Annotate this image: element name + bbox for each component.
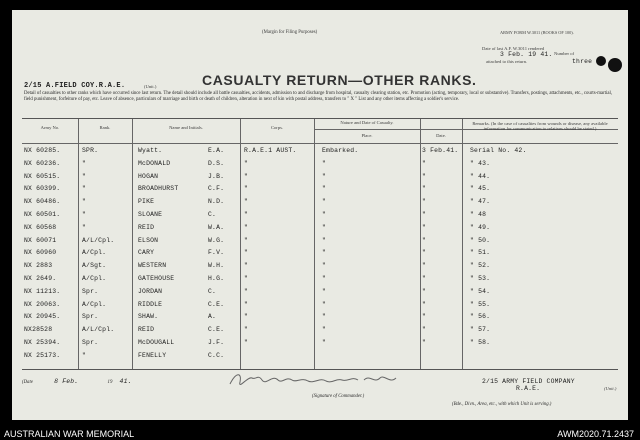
cell-corps: " xyxy=(244,275,249,282)
cell-init: J.F. xyxy=(208,339,225,346)
table-row xyxy=(22,350,618,363)
cell-init: C. xyxy=(208,287,217,295)
cell-nature: Embarked. xyxy=(322,147,359,154)
cell-remarks: Serial No. 42. xyxy=(470,147,527,154)
cell-init: N.D. xyxy=(208,198,225,206)
cell-corps: " xyxy=(244,185,249,193)
cell-name: CARY xyxy=(138,249,155,257)
table-row xyxy=(22,158,618,171)
cell-name: PIKE xyxy=(138,198,155,206)
unit-stamp xyxy=(482,378,617,392)
col-remarks: Remarks. (In the case of casualties from wounds or disease, any available information for communication to relatives should be stated.) xyxy=(472,121,608,132)
col-rank: Rank. xyxy=(99,125,111,130)
cell-rank: A/L/Cpl. xyxy=(82,236,115,244)
cell-remarks: " 54. xyxy=(470,287,491,295)
cell-rank: " xyxy=(82,159,87,167)
cell-init: C.E. xyxy=(208,326,225,334)
cell-nature: " xyxy=(322,275,327,282)
cell-nature: " xyxy=(322,300,327,308)
cell-remarks: " 50. xyxy=(470,236,491,244)
cell-date: " xyxy=(422,211,427,218)
caption-left: AUSTRALIAN WAR MEMORIAL xyxy=(4,429,135,439)
cell-rank: Spr. xyxy=(82,287,99,295)
cell-corps: " xyxy=(244,326,249,334)
year-prefix: 19 xyxy=(107,380,113,385)
col-place: Place. xyxy=(361,133,373,138)
cell-name: SHAW. xyxy=(138,313,159,321)
cell-army-no: NX 25173. xyxy=(24,351,61,359)
col-army-no: Army No. xyxy=(40,125,60,130)
unit-label: (Unit.) xyxy=(604,386,617,391)
cell-rank: A/Cpl. xyxy=(82,249,107,257)
table-row xyxy=(22,260,618,273)
cell-nature: " xyxy=(322,211,327,218)
instructions: Detail of casualties to other ranks which have occurred since last return. The detail should include all battle casualties, accidents, admission to and discharge from hospital, casualty clearing station, etc. Promotion (acting, temporary, local or substantive). Transfers, postings, attachments, etc., courts-martial, field punishment, forfeiture of pay, etc. Leave of absence, particulars of marriage and birth or death of children, alteration in next of kin with postal address, transfers to " X " List and any other items affecting a soldier's service. xyxy=(24,91,612,102)
cell-name: McDOUGALL xyxy=(138,339,175,346)
cell-name: GATEHOUSE xyxy=(138,275,175,282)
cell-corps: " xyxy=(244,249,249,257)
cell-init: C.F. xyxy=(208,185,225,193)
margin-label: (Margin for Filing Purposes) xyxy=(262,30,318,35)
cell-army-no: NX28528 xyxy=(24,326,53,334)
table-row xyxy=(22,235,618,248)
cell-rank: A/Cpl. xyxy=(82,300,107,308)
cell-nature: " xyxy=(322,236,327,244)
cell-date: " xyxy=(422,223,427,231)
date-label: (Date xyxy=(22,380,33,385)
cell-name: RIDDLE xyxy=(138,300,163,308)
cell-name: JORDAN xyxy=(138,287,163,295)
cell-corps: " xyxy=(244,236,249,244)
cell-army-no: NX 60399. xyxy=(24,185,61,193)
cell-nature: " xyxy=(322,326,327,334)
cell-corps: " xyxy=(244,198,249,206)
cell-name: HOGAN xyxy=(138,172,159,180)
cell-army-no: NX 60486. xyxy=(24,198,61,206)
cell-init: D.S. xyxy=(208,159,225,167)
table-row xyxy=(22,196,618,209)
cell-date: " xyxy=(422,326,427,334)
cell-army-no: NX 20063. xyxy=(24,300,61,308)
cell-date: " xyxy=(422,185,427,193)
cell-date: " xyxy=(422,339,427,346)
cell-army-no: NX 60515. xyxy=(24,172,61,180)
cell-army-no: NX 2649. xyxy=(24,275,57,282)
cell-army-no: NX 60568 xyxy=(24,223,57,231)
cell-remarks: " 55. xyxy=(470,300,491,308)
cell-rank: " xyxy=(82,185,87,193)
cell-rank: " xyxy=(82,198,87,206)
col-corps: Corps. xyxy=(270,125,284,130)
cell-remarks: " 53. xyxy=(470,275,491,282)
cell-rank: A/L/Cpl. xyxy=(82,326,115,334)
cell-nature: " xyxy=(322,172,327,180)
caption-right: AWM2020.71.2437 xyxy=(557,429,634,439)
signature-label: (Signature of Commander.) xyxy=(312,394,365,399)
cell-remarks: " 47. xyxy=(470,198,491,206)
cell-name: WESTERN xyxy=(138,262,167,270)
cell-army-no: NX 60960 xyxy=(24,249,57,257)
cell-date: " xyxy=(422,262,427,270)
table-row xyxy=(22,324,618,337)
table-row xyxy=(22,311,618,324)
cell-army-no: NX 60501. xyxy=(24,211,61,218)
bde-label: (Bde., Divn., Area, etc., with which Unit is serving.) xyxy=(452,402,552,407)
cell-date: " xyxy=(422,249,427,257)
cell-init: E.A. xyxy=(208,147,225,154)
cell-remarks: " 57. xyxy=(470,326,491,334)
casualty-return-form xyxy=(12,10,628,420)
cell-remarks: " 56. xyxy=(470,313,491,321)
cell-rank: " xyxy=(82,211,87,218)
year-value: 41. xyxy=(119,378,132,385)
cell-corps: " xyxy=(244,211,249,218)
cell-date: " xyxy=(422,300,427,308)
cell-corps: R.A.E.1 AUST. xyxy=(244,147,297,154)
casualty-table xyxy=(22,118,618,370)
cell-nature: " xyxy=(322,262,327,270)
number-value: three xyxy=(572,58,593,65)
punch-hole xyxy=(596,56,606,66)
cell-rank: " xyxy=(82,223,87,231)
cell-corps: " xyxy=(244,223,249,231)
cell-army-no: NX 25394. xyxy=(24,339,61,346)
cell-army-no: NX 60236. xyxy=(24,159,61,167)
cell-date: 3 Feb.41. xyxy=(422,147,459,154)
cell-date: " xyxy=(422,159,427,167)
cell-name: SLOANE xyxy=(138,211,163,218)
date-last-label: Date of last A.F. W.3011 rendered xyxy=(482,46,545,51)
date-last-value: 3 Feb. 19 41. xyxy=(500,51,553,58)
cell-init: J.B. xyxy=(208,172,225,180)
cell-name: REID xyxy=(138,326,155,334)
cell-date: " xyxy=(422,275,427,282)
table-row xyxy=(22,273,618,286)
cell-corps: " xyxy=(244,172,249,180)
cell-init: C. xyxy=(208,211,217,218)
cell-name: FENELLY xyxy=(138,351,167,359)
unit-stamp-line1: 2/15 ARMY FIELD COMPANY xyxy=(482,378,575,385)
table-row xyxy=(22,286,618,299)
attached-label: attached to this return. xyxy=(486,59,528,64)
cell-army-no: NX 60071 xyxy=(24,236,57,244)
cell-init: C.C. xyxy=(208,351,225,359)
cell-date: " xyxy=(422,172,427,180)
col-nature: Nature and Date of Casualty. xyxy=(340,120,394,125)
cell-init: H.G. xyxy=(208,275,225,282)
cell-nature: " xyxy=(322,185,327,193)
cell-army-no: NX 20945. xyxy=(24,313,61,321)
table-row xyxy=(22,145,618,158)
col-date: Date. xyxy=(436,133,446,138)
footer-date xyxy=(22,378,132,385)
commander-signature xyxy=(222,368,422,392)
table-row xyxy=(22,183,618,196)
col-name: Name and Initials. xyxy=(169,125,203,130)
cell-remarks: " 44. xyxy=(470,172,491,180)
punch-hole xyxy=(608,58,622,72)
cell-init: C.E. xyxy=(208,300,225,308)
cell-name: McDONALD xyxy=(138,159,171,167)
cell-remarks: " 48 xyxy=(470,211,487,218)
cell-rank: A/Cpl. xyxy=(82,275,107,282)
cell-army-no: NX 11213. xyxy=(24,287,61,295)
table-row xyxy=(22,222,618,235)
cell-corps: " xyxy=(244,313,249,321)
number-label: Number of xyxy=(554,51,575,56)
cell-remarks: " 52. xyxy=(470,262,491,270)
cell-nature: " xyxy=(322,287,327,295)
cell-corps: " xyxy=(244,262,249,270)
unit-suffix: (Unit.) xyxy=(144,84,157,89)
unit-name-top: 2/15 A.FIELD COY.R.A.E. xyxy=(24,82,126,90)
cell-army-no: NX 2883 xyxy=(24,262,53,270)
cell-date: " xyxy=(422,287,427,295)
cell-remarks: " 49. xyxy=(470,223,491,231)
cell-name: REID xyxy=(138,223,155,231)
cell-name: Wyatt. xyxy=(138,147,163,154)
date-value: 8 Feb. xyxy=(54,378,79,385)
cell-nature: " xyxy=(322,339,327,346)
cell-rank: SPR. xyxy=(82,147,99,154)
cell-corps: " xyxy=(244,339,249,346)
cell-name: BROADHURST xyxy=(138,185,179,193)
cell-name: ELSON xyxy=(138,236,159,244)
table-row xyxy=(22,247,618,260)
cell-date: " xyxy=(422,236,427,244)
cell-rank: A/Sgt. xyxy=(82,262,107,270)
cell-remarks: " 51. xyxy=(470,249,491,257)
cell-rank: Spr. xyxy=(82,339,99,346)
cell-remarks: " 58. xyxy=(470,339,491,346)
cell-init: W.G. xyxy=(208,236,225,244)
cell-corps: " xyxy=(244,300,249,308)
cell-date: " xyxy=(422,198,427,206)
cell-rank: " xyxy=(82,172,87,180)
cell-corps: " xyxy=(244,287,249,295)
cell-init: W.H. xyxy=(208,262,225,270)
cell-date: " xyxy=(422,313,427,321)
cell-nature: " xyxy=(322,159,327,167)
cell-remarks: " 43. xyxy=(470,159,491,167)
table-row xyxy=(22,337,618,350)
cell-init: A. xyxy=(208,313,217,321)
table-row xyxy=(22,209,618,222)
cell-nature: " xyxy=(322,249,327,257)
cell-corps: " xyxy=(244,159,249,167)
page-title: CASUALTY RETURN—OTHER RANKS. xyxy=(202,72,477,88)
cell-remarks: " 45. xyxy=(470,185,491,193)
unit-stamp-line2: R.A.E. xyxy=(516,385,541,392)
cell-nature: " xyxy=(322,313,327,321)
cell-army-no: NX 60285. xyxy=(24,147,61,154)
cell-init: F.V. xyxy=(208,249,225,257)
cell-init: W.A. xyxy=(208,223,225,231)
cell-nature: " xyxy=(322,223,327,231)
cell-nature: " xyxy=(322,198,327,206)
cell-rank: " xyxy=(82,351,87,359)
cell-rank: Spr. xyxy=(82,313,99,321)
table-row xyxy=(22,171,618,184)
table-row xyxy=(22,299,618,312)
form-number: ARMY FORM W.3011 (BOOKS OF 100). xyxy=(500,30,574,35)
